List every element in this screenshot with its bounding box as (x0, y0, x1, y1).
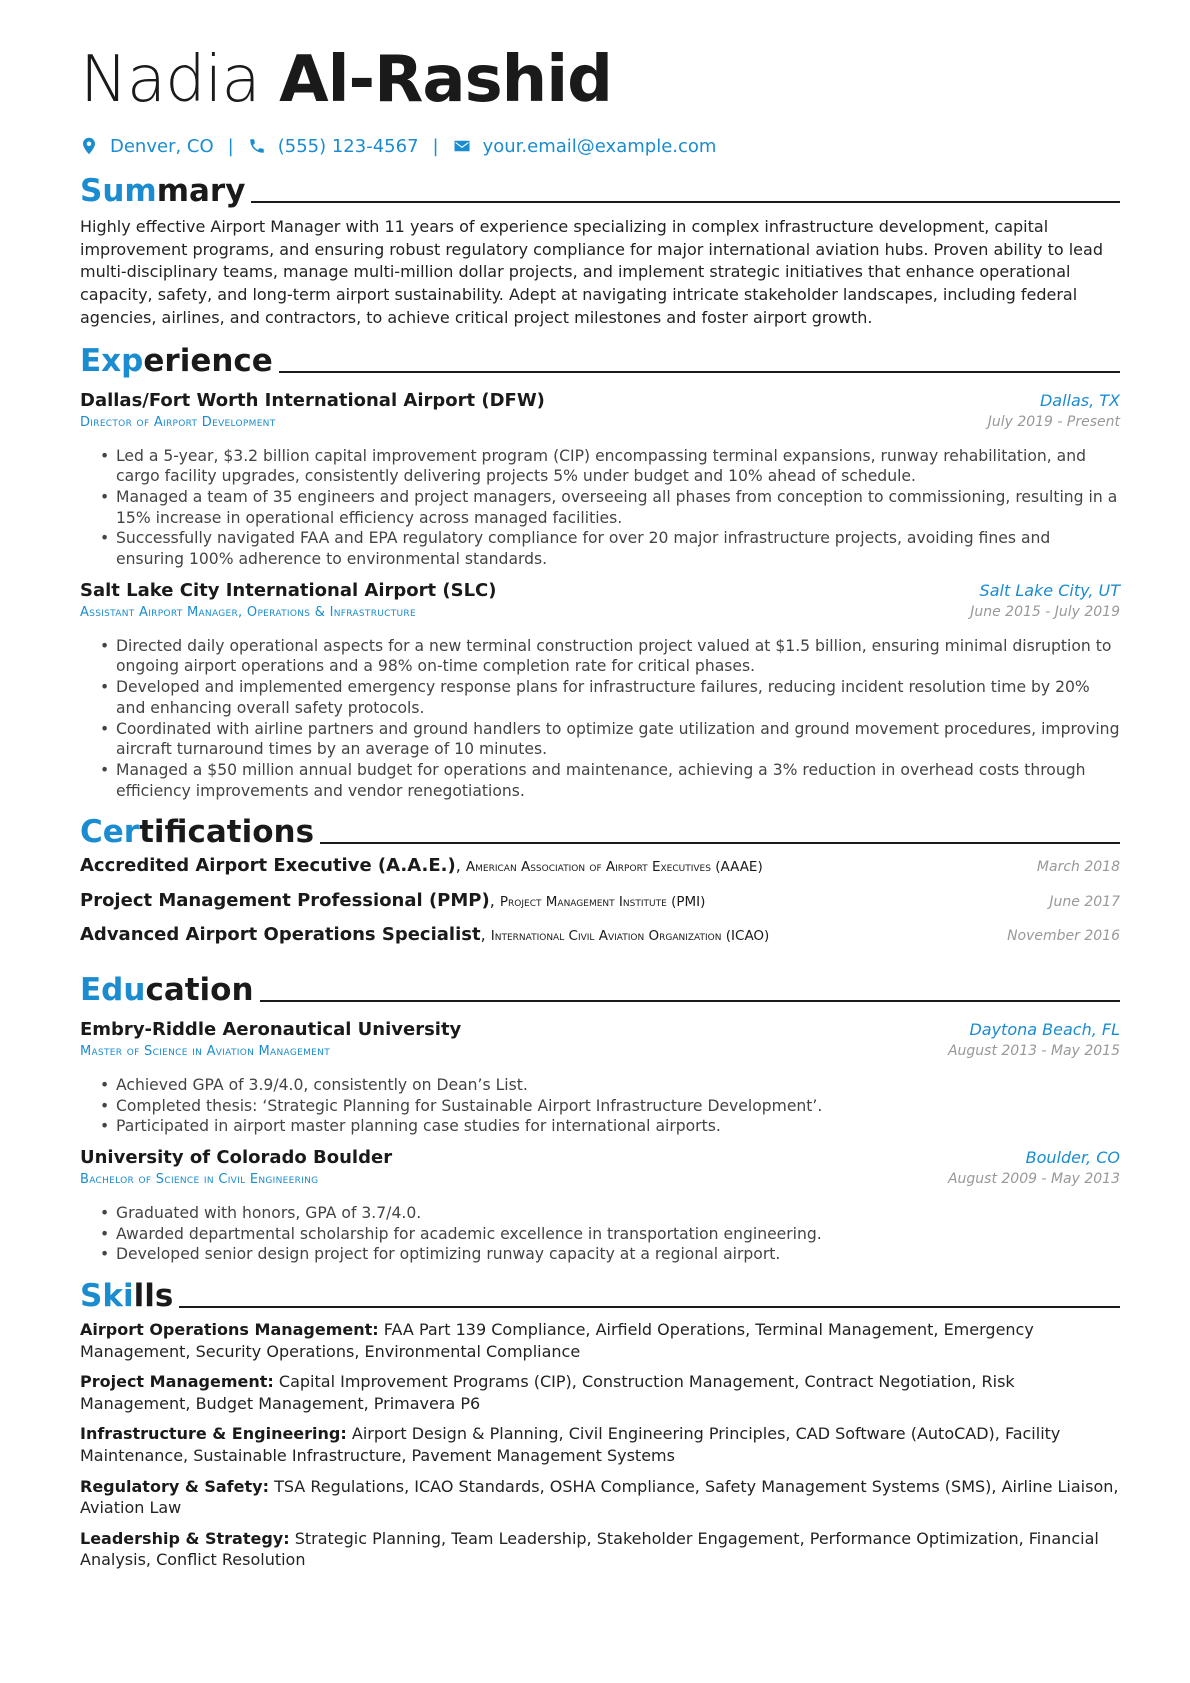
section-divider (179, 1306, 1120, 1308)
certification-issuer: International Civil Aviation Organization (ICAO) (490, 928, 770, 945)
list-item: • Managed a $50 million annual budget for operations and maintenance, achieving a 3% reduction in overhead costs through efficiency improvements and vendor renegotiations. (100, 760, 1120, 801)
degree-title: Bachelor of Science in Civil Engineering (80, 1171, 319, 1187)
list-item: • Coordinated with airline partners and ground handlers to optimize gate utilization and ground movement procedures, improving aircraft turnaround times by an average of 10 minutes. (100, 719, 1120, 760)
skills-list (80, 1319, 1120, 1571)
skill-category: Leadership & Strategy: (80, 1528, 290, 1548)
list-item: • Successfully navigated FAA and EPA regulatory compliance for over 20 major infrastructure projects, avoiding fines and ensuring 100% adherence to environmental standards. (100, 528, 1120, 569)
entry-location: Daytona Beach, FL (969, 1019, 1120, 1039)
skill-values: Capital Improvement Programs (CIP), Construction Management, Contract Negotiation, Risk Management, Budget Management, Primavera P6 (80, 1372, 1015, 1413)
contact-separator: | (432, 135, 439, 157)
skill-category: Airport Operations Management: (80, 1320, 379, 1340)
certification-name: Advanced Airport Operations Specialist (80, 924, 481, 946)
list-item: • Developed and implemented emergency response plans for infrastructure failures, reducing incident resolution time by 20% and enhancing overall safety protocols. (100, 677, 1120, 718)
list-item: • Led a 5-year, $3.2 billion capital improvement program (CIP) encompassing terminal expansions, runway rehabilitation, and cargo facility upgrades, consistently delivering projects 5% under budget and 10% ahead of schedule. (100, 446, 1120, 487)
school-name: University of Colorado Boulder (80, 1146, 393, 1168)
location-item (80, 136, 214, 157)
school-name: Embry-Riddle Aeronautical University (80, 1018, 462, 1040)
certification-issuer: American Association of Airport Executives (AAAE) (465, 859, 763, 876)
employer-name: Dallas/Fort Worth International Airport (DFW) (80, 389, 545, 411)
skill-group (80, 1476, 1120, 1519)
map-pin-icon (80, 137, 98, 155)
section-divider (260, 1000, 1120, 1002)
list-item: • Completed thesis: ‘Strategic Planning for Sustainable Airport Infrastructure Development’. (100, 1096, 1120, 1117)
entry-location: Salt Lake City, UT (979, 580, 1120, 600)
list-item: • Graduated with honors, GPA of 3.7/4.0. (100, 1203, 1120, 1224)
first-name: Nadia (80, 43, 260, 117)
section-divider (251, 201, 1120, 203)
certification-date: March 2018 (1036, 859, 1120, 876)
location-text: Denver, CO (110, 135, 214, 157)
bullet-list (80, 636, 1120, 802)
entry-dates: August 2013 - May 2015 (947, 1042, 1120, 1059)
bullet-list (80, 1075, 1120, 1137)
list-item: • Awarded departmental scholarship for academic excellence in transportation engineering. (100, 1224, 1120, 1245)
section-heading-summary: Summary (80, 170, 1120, 210)
certification-name: Project Management Professional (PMP) (80, 889, 490, 911)
entry-dates: July 2019 - Present (987, 413, 1120, 430)
entry-location: Dallas, TX (1039, 390, 1120, 410)
list-item: • Achieved GPA of 3.9/4.0, consistently on Dean’s List. (100, 1075, 1120, 1096)
contact-line (80, 132, 1120, 160)
phone-text: (555) 123-4567 (277, 135, 419, 157)
skill-values: TSA Regulations, ICAO Standards, OSHA Compliance, Safety Management Systems (SMS), Airline Liaison, Aviation Law (80, 1476, 1119, 1518)
section-heading-skills: Skills (80, 1275, 1120, 1315)
bullet-list (80, 1203, 1120, 1265)
skill-category: Infrastructure & Engineering: (80, 1424, 347, 1444)
certification-date: June 2017 (1049, 893, 1120, 910)
skill-group (80, 1371, 1120, 1414)
employer-name: Salt Lake City International Airport (SLC) (80, 579, 497, 601)
certification-name: Accredited Airport Executive (A.A.E.) (80, 855, 456, 877)
experience-entry (80, 390, 1120, 570)
list-item: • Managed a team of 35 engineers and project managers, overseeing all phases from conception to commissioning, resulting in a 15% increase in operational efficiency across managed facilities. (100, 487, 1120, 528)
job-title: Director of Airport Development (80, 414, 276, 430)
candidate-name (80, 44, 1120, 116)
phone-icon (248, 137, 266, 155)
skill-values: Airport Design & Planning, Civil Engineering Principles, CAD Software (AutoCAD), Facility Maintenance, Sustainable Infrastructure, Pavement Management Systems (80, 1424, 1061, 1466)
summary-text: Highly effective Airport Manager with 11 years of experience specializing in complex infrastructure development, capital improvement programs, and ensuring robust regulatory compliance for major international aviation hubs. Proven ability to lead multi-disciplinary teams, manage multi-million dollar projects, and implement strategic initiatives that enhance operational capacity, safety, and long-term airport sustainability. Adept at navigating intricate stakeholder landscapes, including federal agencies, airlines, and contractors, to achieve critical project milestones and foster airport growth. (80, 217, 1103, 327)
skill-values: Strategic Planning, Team Leadership, Stakeholder Engagement, Performance Optimization, Financial Analysis, Conflict Resolution (80, 1528, 1099, 1570)
skill-group (80, 1528, 1120, 1571)
resume-page (80, 44, 1120, 1571)
job-title: Assistant Airport Manager, Operations & Infrastructure (80, 604, 416, 620)
skill-category: Project Management: (80, 1372, 274, 1392)
entry-dates: June 2015 - July 2019 (970, 603, 1120, 620)
list-item: • Participated in airport master planning case studies for international airports. (100, 1116, 1120, 1137)
email-link: your.email@example.com (482, 135, 717, 157)
experience-entry (80, 580, 1120, 802)
skill-values: FAA Part 139 Compliance, Airfield Operations, Terminal Management, Emergency Management, Security Operations, Environmental Compliance (80, 1320, 1034, 1361)
certification-date: November 2016 (1007, 928, 1120, 945)
last-name: Al-Rashid (279, 43, 612, 117)
section-heading-certifications: Certifications (80, 811, 1120, 851)
bullet-list (80, 446, 1120, 570)
entry-dates: August 2009 - May 2013 (947, 1170, 1120, 1187)
phone-item[interactable] (248, 136, 419, 157)
education-entry (80, 1147, 1120, 1265)
entry-location: Boulder, CO (1025, 1147, 1120, 1167)
list-item: • Developed senior design project for optimizing runway capacity at a regional airport. (100, 1244, 1120, 1265)
certification-list (80, 855, 1120, 959)
education-entry (80, 1019, 1120, 1137)
envelope-icon (453, 137, 471, 155)
list-item: • Directed daily operational aspects for a new terminal construction project valued at $1.5 billion, ensuring minimal disruption to ongoing airport operations and a 98% on-time completion rate for critical phases. (100, 636, 1120, 677)
email-item[interactable] (453, 136, 717, 157)
section-heading-experience: Experience (80, 340, 1120, 380)
contact-separator: | (227, 135, 234, 157)
certification-item: Project Management Professional (PMP), Project Management Institute (PMI) June 2017 (80, 889, 1120, 911)
skill-group (80, 1423, 1120, 1466)
certification-item: Accredited Airport Executive (A.A.E.), American Association of Airport Executives (AAAE) March 2018 (80, 855, 1120, 877)
section-heading-education: Education (80, 969, 1120, 1009)
skill-category: Regulatory & Safety: (80, 1476, 269, 1496)
section-divider (279, 371, 1120, 373)
section-divider (320, 842, 1120, 844)
skill-group (80, 1319, 1120, 1362)
certification-issuer: Project Management Institute (PMI) (499, 893, 706, 910)
certification-item: Advanced Airport Operations Specialist, International Civil Aviation Organization (ICAO) November 2016 (80, 924, 1120, 946)
degree-title: Master of Science in Aviation Management (80, 1043, 330, 1059)
